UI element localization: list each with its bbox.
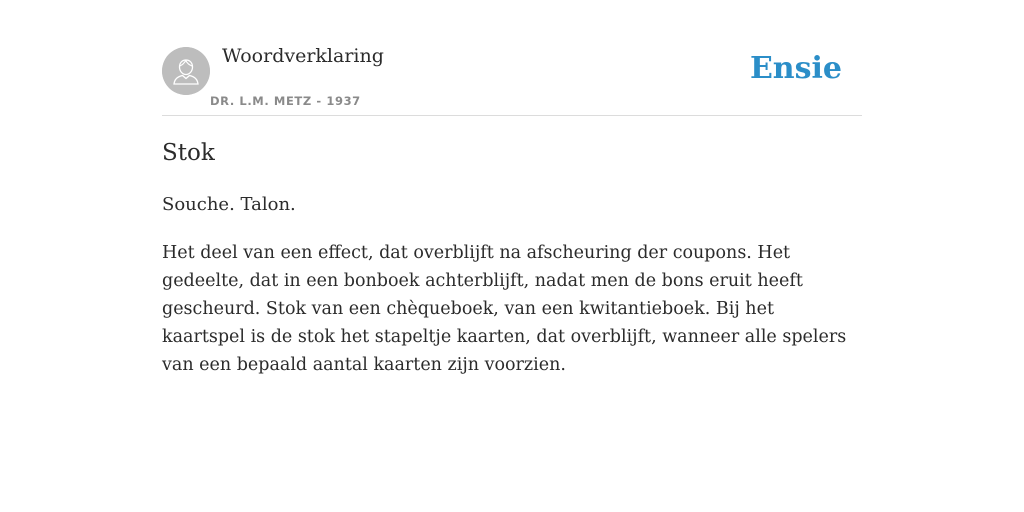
ensie-logo-link[interactable]: Ensie (749, 51, 842, 86)
entry-definition: Het deel van een effect, dat overblijft na afscheuring der coupons. Het gedeelte, dat in een bonboek achterblijft, nadat men de bons eruit heeft gescheurd. Stok van een chèqueboek, van een kwitantieboek. Bij het kaartspel is de stok het stapeltje kaarten, dat overblijft, wanneer alle spelers van een bepaald aantal kaarten zijn voorzien. (162, 243, 847, 375)
entry-title: Stok (162, 140, 215, 166)
entry-header (162, 0, 862, 116)
user-avatar-icon[interactable] (162, 47, 210, 95)
source-title-link[interactable]: Woordverklaring (222, 45, 384, 67)
person-outline-icon (162, 47, 210, 95)
source-author-year: DR. L.M. METZ - 1937 (210, 94, 361, 108)
entry-card (162, 0, 862, 375)
entry-translation: Souche. Talon. (162, 194, 296, 215)
